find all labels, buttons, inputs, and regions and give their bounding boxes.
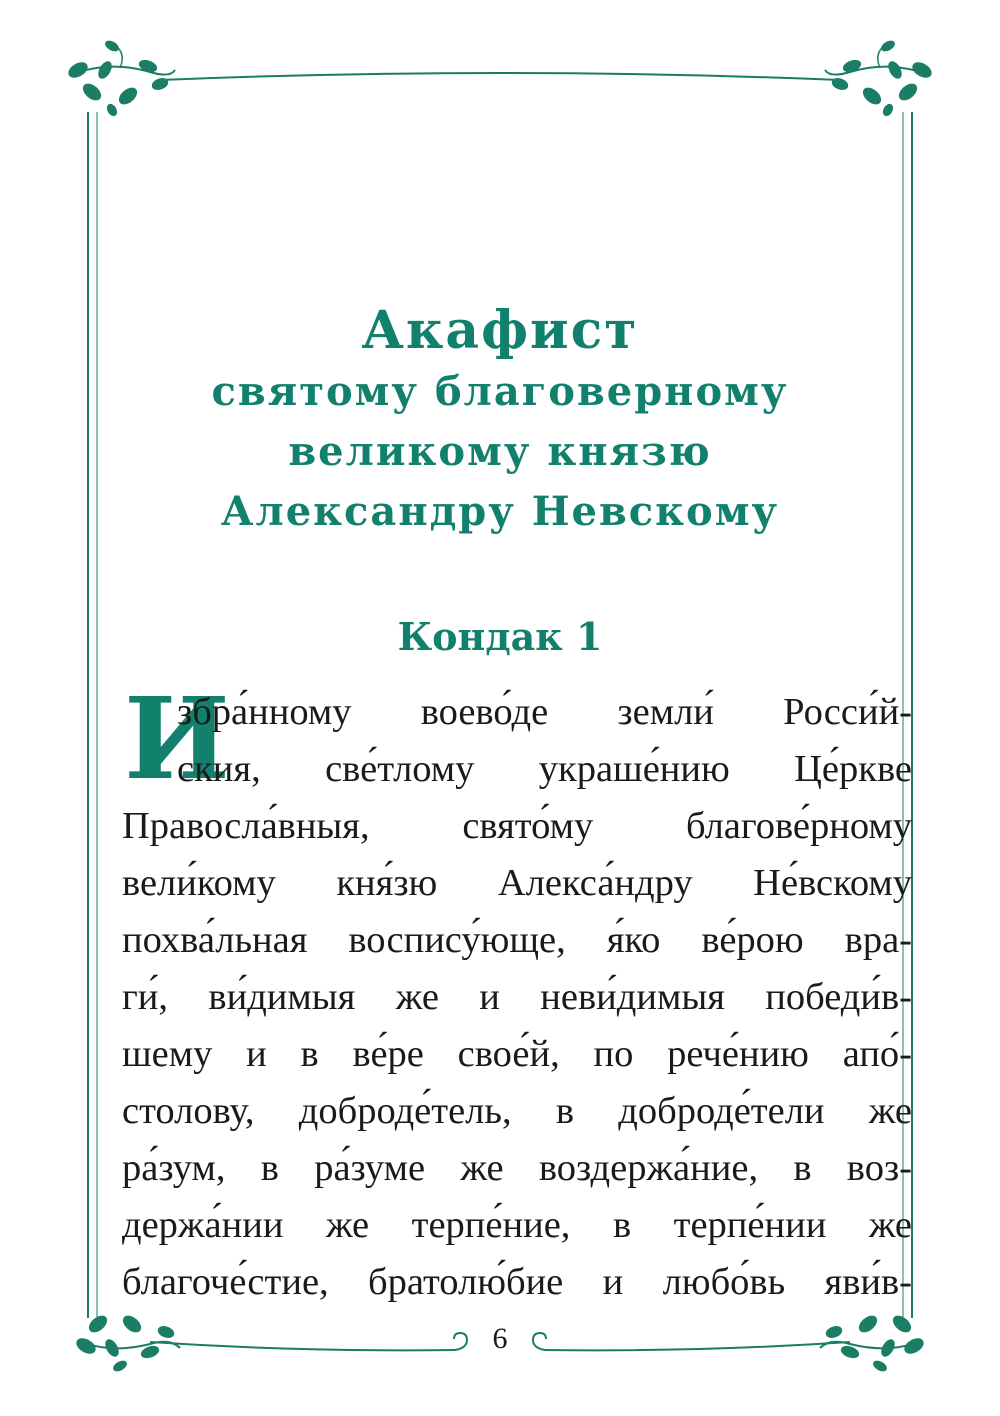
title-block bbox=[90, 300, 910, 542]
text-line: ра́зум, в ра́зуме же воздержа́ние, в воз- bbox=[122, 1147, 912, 1189]
text-line: столову, доброде́тель, в доброде́тели же bbox=[122, 1090, 912, 1132]
text-line: благоче́стие, братолю́бие и любо́вь яви́в- bbox=[122, 1261, 912, 1303]
text-line: Правосла́вныя, свято́му благове́рному bbox=[122, 805, 912, 847]
text-line: вели́кому кня́зю Алекса́ндру Не́вскому bbox=[122, 862, 912, 904]
text-line: держа́нии же терпе́ние, в терпе́нии же bbox=[122, 1204, 912, 1246]
text-line: ги́, ви́димыя же и неви́димыя победи́в- bbox=[122, 976, 912, 1018]
drop-cap: И bbox=[124, 674, 230, 805]
title-line: святому благоверному bbox=[211, 368, 789, 415]
text-line: збра́нному воево́де земли́ Росси́й- bbox=[177, 691, 912, 733]
corner-ornament-bottom-left bbox=[74, 1313, 180, 1373]
corner-ornament-top-right bbox=[825, 39, 934, 117]
title-line: Александру Невскому bbox=[220, 488, 780, 535]
page-number: 6 bbox=[492, 1322, 508, 1355]
text-line: похва́льная воспису́юще, я́ко ве́рою вра- bbox=[122, 919, 912, 961]
section-heading: Кондак 1 bbox=[397, 614, 603, 659]
text-line: шему и в ве́ре свое́й, по рече́нию апо́- bbox=[122, 1033, 912, 1075]
title-main: Акафист bbox=[361, 300, 639, 361]
body-text bbox=[122, 674, 912, 1311]
corner-ornament-bottom-right bbox=[820, 1313, 926, 1373]
text-line: ския, све́тлому украше́нию Це́ркве bbox=[177, 748, 912, 790]
corner-ornament-top-left bbox=[66, 39, 175, 117]
title-line: великому князю bbox=[288, 428, 712, 475]
